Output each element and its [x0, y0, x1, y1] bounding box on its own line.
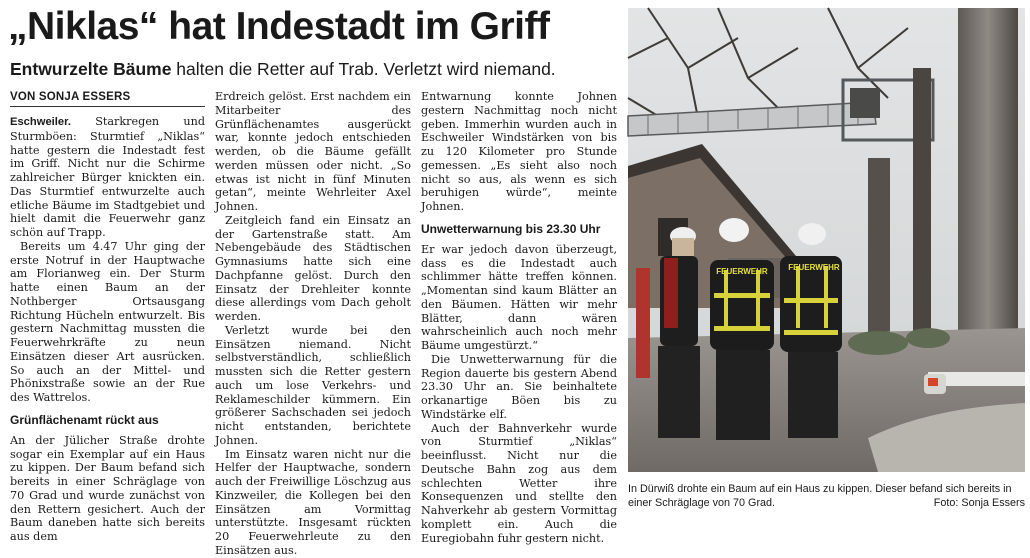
paragraph: Er war jedoch davon überzeugt, dass es die Indestadt auch schlimmer hätte treffen können. „Momentan sind kaum Blätter an den Bäumen. Hätten wir mehr Blätter, dann wären wahrscheinlich auch noch mehr Bäume umgestürzt.“	[421, 242, 617, 352]
photo-credit: Foto: Sonja Essers	[933, 497, 1025, 509]
paragraph: Auch der Bahnverkehr wurde von Sturmtief „Niklas“ beeinflusst. Nicht nur die Deutsche Bahn zog aus dem schlechten Wetter ihre Konsequenzen und stellte den Nahverkehr ab gestern Vormittag komplett ein. Auch die Euregiobahn fuhr gestern nicht.	[421, 421, 617, 545]
jacket-label: FEUERWEHR	[788, 263, 840, 272]
byline: VON SONJA ESSERS	[10, 90, 205, 107]
chainsaw	[924, 374, 946, 394]
photo-illustration	[628, 8, 1025, 472]
subheadline	[10, 57, 620, 83]
article-column-2	[215, 90, 411, 558]
subheadline-rest: halten die Retter auf Trab. Verletzt wird niemand.	[171, 59, 556, 79]
paragraph: Im Einsatz waren nicht nur die Helfer der Hauptwache, sondern auch der Freiwillige Löschzug aus Kinzweiler, die Kollegen bei den Einsätzen am Vormittag unterstützte. Insgesamt rückten 20 Feuerwehrleute zu den Einsätzen aus.	[215, 447, 411, 557]
red-pole	[636, 268, 650, 378]
paragraph: Erdreich gelöst. Erst nachdem ein Mitarbeiter des Grünflächenamtes ausgerückt war, konnte jedoch entschieden werden, ob die Bäume gefällt werden müssen oder nicht. „So etwas ist nicht in fünf Minuten getan“, meinte Wehrleiter Axel Johnen.	[215, 90, 411, 213]
article-column-1	[10, 90, 205, 544]
subheadline-bold: Entwurzelte Bäume	[10, 59, 172, 79]
paragraph: Zeitgleich fand ein Einsatz an der Gartenstraße statt. Am Nebengebäude des Städtischen Gymnasiums hatte sich eine Dachpfanne gelöst. Durch den Einsatz der Drehleiter konnte diese allerdings vom Dach geholt werden.	[215, 213, 411, 323]
paragraph: Verletzt wurde bei den Einsätzen niemand. Nicht selbstverständlich, schließlich mussten sich die Retter gestern auch um lose Verkehrs- und Reklameschilder kümmern. Ein größerer Sachschaden sei jedoch nicht entstanden, berichtete Johnen.	[215, 323, 411, 447]
paragraph: Entwarnung konnte Johnen gestern Nachmittag noch nicht geben. Immerhin wurden auch in Eschweiler Windstärken von bis zu 120 Kilometer pro Stunde gemessen. „Es sieht also noch nicht so aus, als wenn es sich beruhigen würde“, meinte Johnen.	[421, 90, 617, 213]
caption-text: In Dürwiß drohte ein Baum auf ein Haus zu kippen. Dieser befand sich bereits in einer Schräglage von 70 Grad.	[628, 483, 1012, 509]
paragraph	[10, 115, 205, 240]
headline: „Niklas“ hat Indestadt im Griff	[8, 5, 550, 48]
firefighter-left	[658, 227, 700, 438]
subheading: Grünflächenamt rückt aus	[10, 412, 159, 427]
paragraph: An der Jülicher Straße drohte sogar ein Exemplar auf ein Haus zu kippen. Der Baum befand sich bereits in einer Schräglage von 70 Grad und wurde zunächst von den Rettern gesichert. Auch der Baum daneben hatte sich bereits aus dem	[10, 433, 205, 543]
paragraph-text: Starkregen und Sturmböen: Sturmtief „Niklas“ hatte gestern die Indestadt fest im Griff. Nicht nur die Schirme zahlreicher Bürger knickten ein. Das Sturmtief entwurzelte auch etliche Bäume im Stadtgebiet und hielt damit die Feuerwehr ganz schön auf Trapp.	[10, 115, 205, 239]
subheading: Unwetterwarnung bis 23.30 Uhr	[421, 221, 601, 236]
paragraph: Die Unwetterwarnung für die Region dauerte bis gestern Abend 23.30 Uhr an. Sie beinhaltete orkanartige Böen bis zu Windstärke elf.	[421, 352, 617, 421]
dateline: Eschweiler.	[10, 116, 71, 128]
photo-caption	[628, 482, 1025, 510]
jacket-label: FEUERWEHR	[716, 267, 768, 276]
article-column-3	[421, 90, 617, 545]
news-photo	[628, 8, 1025, 472]
paragraph: Bereits um 4.47 Uhr ging der erste Notruf in der Hauptwache am Florianweg ein. Der Sturm hatte einen Baum an der Nothberger Ortsausgang Richtung Hücheln entwurzelt. Bis gestern Nachmittag mussten die Feuerwehrkräfte zu neun Einsätzen dieser Art ausrücken. So auch an der Mittel- und Phönixstraße sowie an der Rue des Wattrelos.	[10, 239, 205, 404]
